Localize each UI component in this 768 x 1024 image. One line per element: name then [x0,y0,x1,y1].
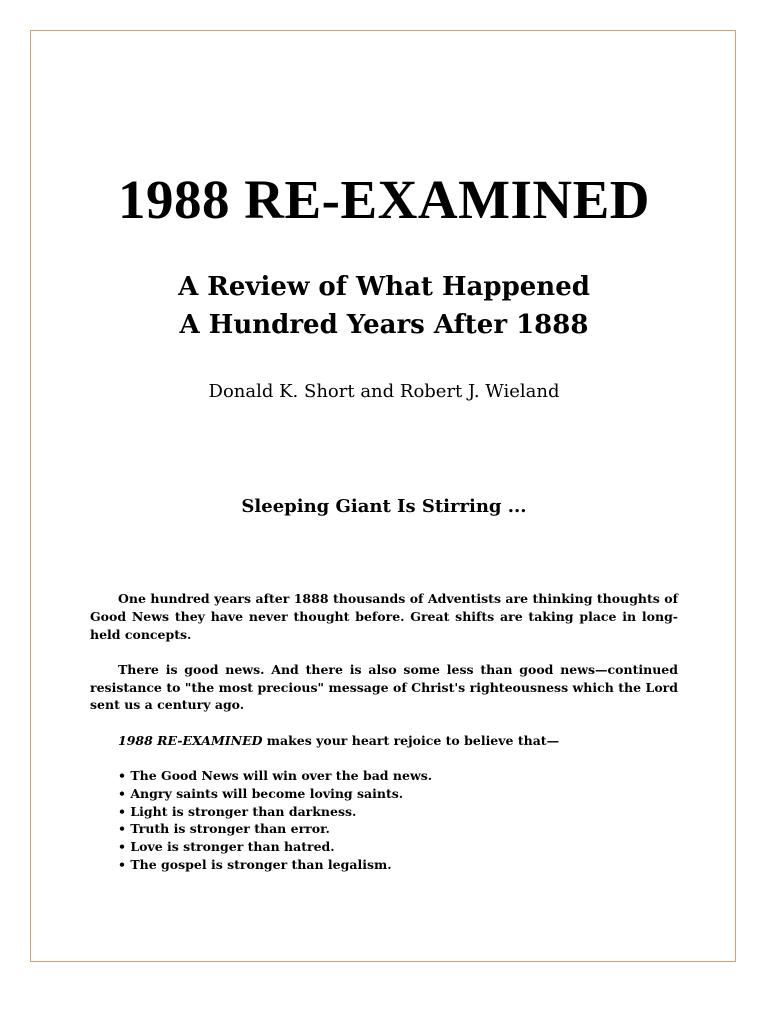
book-subtitle [0,268,768,344]
bullet-item: • Light is stronger than darkness. [118,803,357,819]
bullet-item: • Love is stronger than hatred. [118,839,335,855]
bullet-list [90,767,678,874]
bullet-item: • Angry saints will become loving saints. [118,785,404,801]
bullet-item: • Truth is stronger than error. [118,821,330,837]
body-text [90,590,678,874]
bullet-item: • The Good News will win over the bad news. [118,768,433,784]
book-title: 1988 RE-EXAMINED [117,169,651,230]
authors: Donald K. Short and Robert J. Wieland [208,381,560,402]
paragraph-2: There is good news. And there is also some less than good news—continued resistance to "the most precious" message of Christ's righteousness which the Lord sent us a century ago. [90,661,678,713]
bullet-item: • The gospel is stronger than legalism. [118,857,392,873]
subtitle-line-1: A Review of What Happened [178,272,590,302]
tagline: Sleeping Giant Is Stirring ... [241,496,527,517]
book-title-inline: 1988 RE-EXAMINED [118,732,263,748]
subtitle-line-2: A Hundred Years After 1888 [179,310,589,340]
paragraph-3 [90,732,678,750]
paragraph-1: One hundred years after 1888 thousands of Adventists are thinking thoughts of Good News they have never thought before. Great shifts are taking place in long-held concepts. [90,591,678,642]
paragraph-3-text: makes your heart rejoice to believe that— [262,732,560,748]
